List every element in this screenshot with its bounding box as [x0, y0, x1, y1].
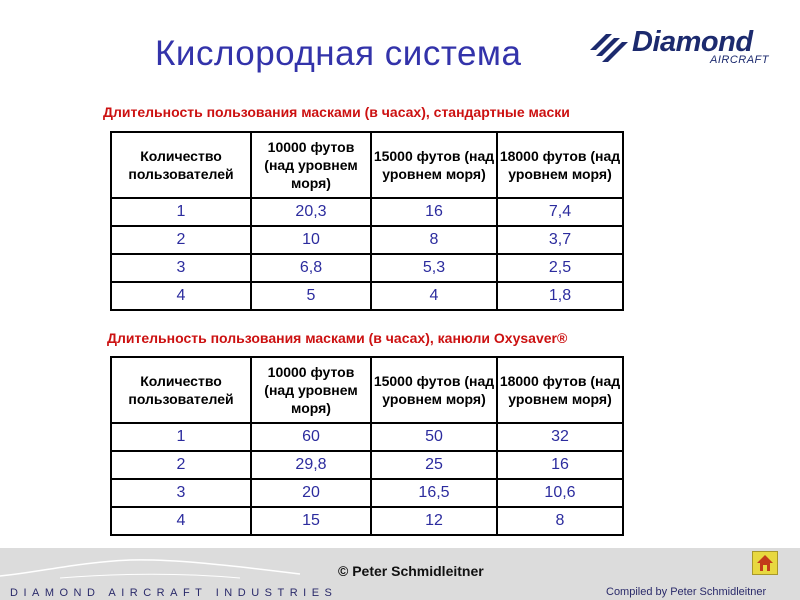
table-cell: 8: [371, 226, 497, 254]
footer-copyright: © Peter Schmidleitner: [338, 563, 484, 579]
table-cell: 2,5: [497, 254, 623, 282]
table-cell: 1,8: [497, 282, 623, 310]
table-cell: 60: [251, 423, 371, 451]
table-cell: 16: [497, 451, 623, 479]
table-1-caption: Длительность пользования масками (в часах), стандартные маски: [103, 104, 570, 120]
table-cell: 32: [497, 423, 623, 451]
table-cell: 4: [111, 282, 251, 310]
table-cell: 10,6: [497, 479, 623, 507]
table-row: [111, 507, 623, 535]
table-row: [111, 254, 623, 282]
table-cell: 2: [111, 451, 251, 479]
footer-company-name: DIAMOND AIRCRAFT INDUSTRIES: [10, 587, 338, 599]
table-cell: 8: [497, 507, 623, 535]
table-cell: 25: [371, 451, 497, 479]
header-users: Количество пользователей: [111, 132, 251, 198]
logo-subtitle: AIRCRAFT: [710, 54, 769, 66]
aircraft-silhouette-icon: [0, 548, 330, 588]
home-icon: [756, 554, 774, 572]
table-header-row: [111, 132, 623, 198]
table-row: [111, 226, 623, 254]
table-cell: 7,4: [497, 198, 623, 226]
table-cell: 5: [251, 282, 371, 310]
header-18000ft: 18000 футов (над уровнем моря): [497, 357, 623, 423]
table-cell: 1: [111, 198, 251, 226]
header-10000ft: 10000 футов (над уровнем моря): [251, 132, 371, 198]
table-header-row: [111, 357, 623, 423]
home-button[interactable]: [752, 551, 778, 575]
table-cell: 4: [371, 282, 497, 310]
diamond-emblem-icon: [588, 30, 632, 64]
header-18000ft: 18000 футов (над уровнем моря): [497, 132, 623, 198]
table-cell: 20: [251, 479, 371, 507]
footer-compiled-by: Compiled by Peter Schmidleitner: [606, 586, 767, 598]
table-row: [111, 282, 623, 310]
table-cell: 12: [371, 507, 497, 535]
diamond-logo: [588, 26, 778, 70]
standard-masks-table: [110, 131, 624, 311]
table-cell: 3,7: [497, 226, 623, 254]
table-cell: 3: [111, 254, 251, 282]
table-cell: 29,8: [251, 451, 371, 479]
table-2-caption: Длительность пользования масками (в часах), канюли Oxysaver®: [107, 330, 568, 346]
header-15000ft: 15000 футов (над уровнем моря): [371, 132, 497, 198]
table-cell: 1: [111, 423, 251, 451]
slide-title: Кислородная система: [155, 34, 522, 73]
table-row: [111, 479, 623, 507]
table-row: [111, 423, 623, 451]
table-cell: 3: [111, 479, 251, 507]
table-cell: 10: [251, 226, 371, 254]
table-cell: 16,5: [371, 479, 497, 507]
table-cell: 6,8: [251, 254, 371, 282]
header-users: Количество пользователей: [111, 357, 251, 423]
table-cell: 20,3: [251, 198, 371, 226]
oxysaver-table: [110, 356, 624, 536]
table-row: [111, 451, 623, 479]
table-cell: 50: [371, 423, 497, 451]
table-cell: 5,3: [371, 254, 497, 282]
table-cell: 16: [371, 198, 497, 226]
header-15000ft: 15000 футов (над уровнем моря): [371, 357, 497, 423]
table-row: [111, 198, 623, 226]
table-cell: 15: [251, 507, 371, 535]
logo-wordmark: Diamond: [632, 26, 753, 58]
table-cell: 2: [111, 226, 251, 254]
header-10000ft: 10000 футов (над уровнем моря): [251, 357, 371, 423]
table-cell: 4: [111, 507, 251, 535]
